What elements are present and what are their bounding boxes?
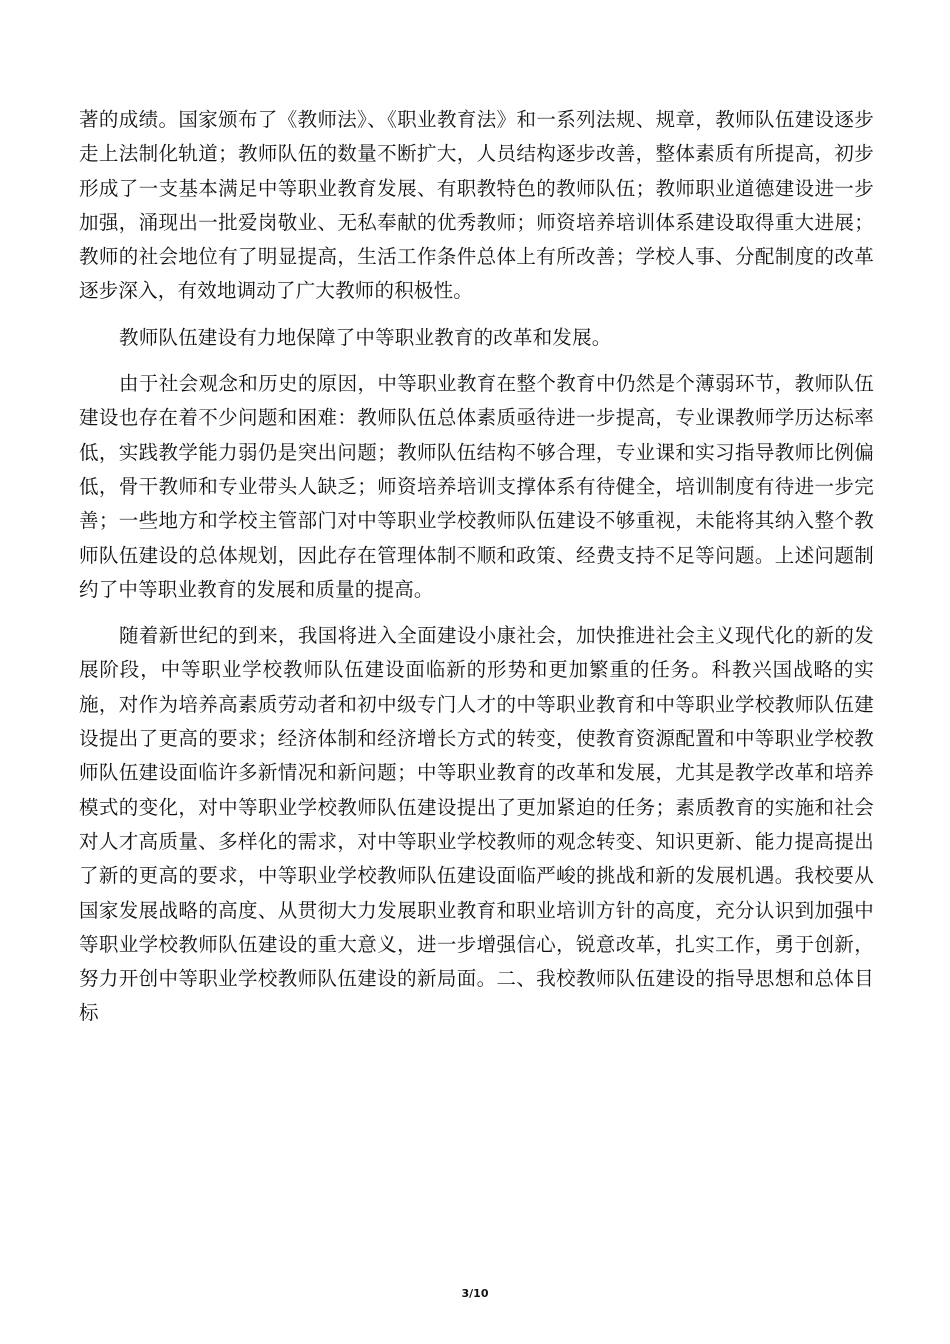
paragraph-problems: 由于社会观念和历史的原因，中等职业教育在整个教育中仍然是个薄弱环节，教师队伍建设也存在着不少问题和困难：教师队伍总体素质亟待进一步提高，专业课教师学历达标率低，实践教学能力弱仍是突出问题；教师队伍结构不够合理，专业课和实习指导教师比例偏低，骨干教师和专业带头人缺乏；师资培养培训支撑体系有待健全，培训制度有待进一步完善；一些地方和学校主管部门对中等职业学校教师队伍建设不够重视，未能将其纳入整个教师队伍建设的总体规划，因此存在管理体制不顺和政策、经费支持不足等问题。上述问题制约了中等职业教育的发展和质量的提高。 [79, 372, 874, 601]
paragraph-guarantee: 教师队伍建设有力地保障了中等职业教育的改革和发展。 [119, 325, 612, 349]
page-number: 3/10 [461, 1287, 489, 1300]
paragraph-continuation: 著的成绩。国家颁布了《教师法》、《职业教育法》和一系列法规、规章，教师队伍建设逐步走上法制化轨道；教师队伍的数量不断扩大，人员结构逐步改善，整体素质有所提高，初步形成了一支基本满足中等职业教育发展、有职教特色的教师队伍；教师职业道德建设进一步加强，涌现出一批爱岗敬业、无私奉献的优秀教师；师资培养培训体系建设取得重大进展；教师的社会地位有了明显提高，生活工作条件总体上有所改善；学校人事、分配制度的改革逐步深入，有效地调动了广大教师的积极性。 [79, 108, 874, 303]
document-body [79, 103, 874, 1031]
paragraph-new-century: 随着新世纪的到来，我国将进入全面建设小康社会，加快推进社会主义现代化的新的发展阶段，中等职业学校教师队伍建设面临新的形势和更加繁重的任务。科教兴国战略的实施，对作为培养高素质劳动者和初中级专门人才的中等职业教育和中等职业学校教师队伍建设提出了更高的要求；经济体制和经济增长方式的转变，使教育资源配置和中等职业学校教师队伍建设面临许多新情况和新问题；中等职业教育的改革和发展，尤其是教学改革和培养模式的变化，对中等职业学校教师队伍建设提出了更加紧迫的任务；素质教育的实施和社会对人才高质量、多样化的需求，对中等职业学校教师的观念转变、知识更新、能力提高提出了新的更高的要求，中等职业学校教师队伍建设面临严峻的挑战和新的发展机遇。我校要从国家发展战略的高度、从贯彻大力发展职业教育和职业培训方针的高度，充分认识到加强中等职业学校教师队伍建设的重大意义，进一步增强信心，锐意改革，扎实工作，勇于创新，努力开创中等职业学校教师队伍建设的新局面。二、我校教师队伍建设的指导思想和总体目标 [79, 624, 874, 1025]
